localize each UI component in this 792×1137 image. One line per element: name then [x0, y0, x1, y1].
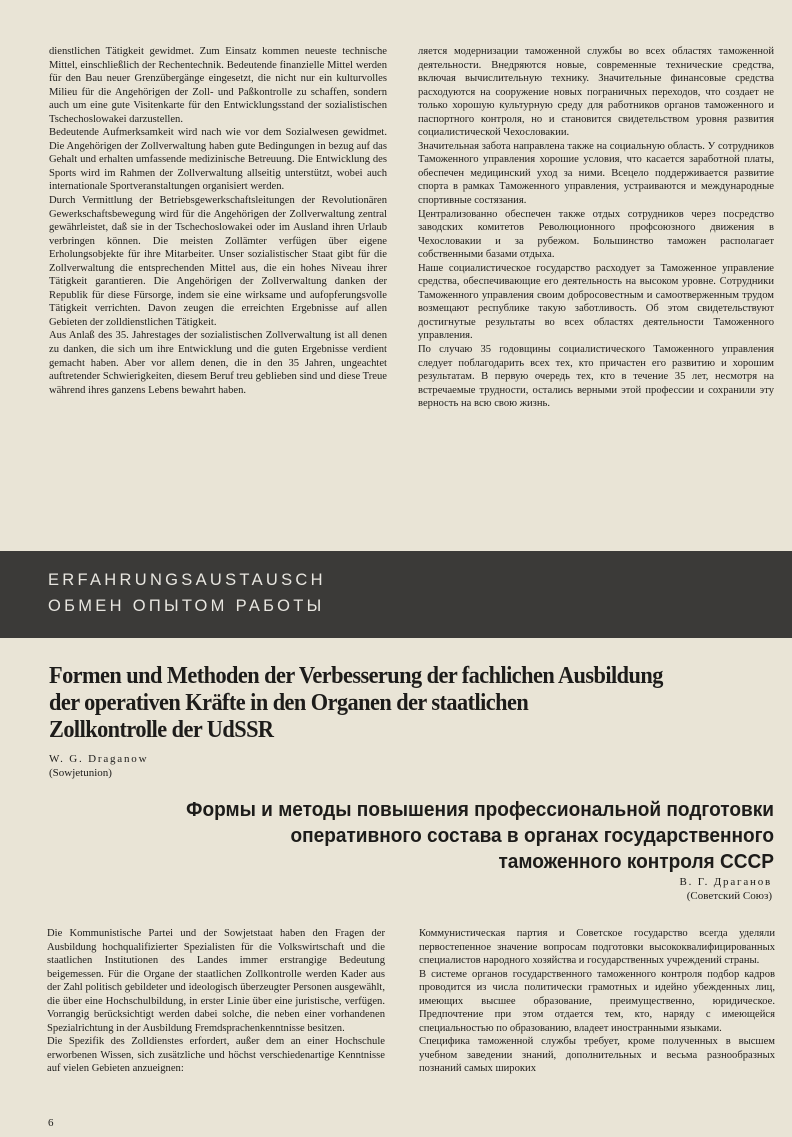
- title-line: таможенного контроля СССР: [498, 850, 774, 873]
- paragraph: Die Spezifik des Zolldienstes erfordert, außer dem an einer Hochschule erworbenen Wissen, sich zusätzliche und höchst verschiedenartige Kenntnisse auf vielen Gebieten anzueignen:: [47, 1036, 385, 1075]
- paragraph: Коммунистическая партия и Советское государство всегда уделяли первостепенное значение вопросам подготовки высококвалифицированных специалистов народного хозяйства и государственных учреждений страны.: [419, 928, 775, 967]
- top-left-column: [49, 45, 387, 397]
- paragraph: Bedeutende Aufmerksamkeit wird nach wie vor dem Sozialwesen gewidmet. Die Angehörigen der Zollverwaltung haben gute Bedingungen in bezug auf das Gehalt und erhalten umfassende medizinische Betreuung. Die Entwicklung des Sports wird im Rahmen der Zollverwaltung allseitig unterstützt, wobei auch internationale Sportveranstaltungen organisiert werden.: [49, 127, 387, 193]
- title-line: Zollkontrolle der UdSSR: [49, 716, 274, 743]
- paragraph: Централизованно обеспечен также отдых сотрудников через посредство заводских комитетов Революционного профсоюзного движения в Чехословакии и за рубежом. Большинство таможен располагает собственными базами отдыха.: [418, 208, 774, 261]
- article-title-german: [49, 662, 704, 743]
- paragraph: Специфика таможенной службы требует, кроме полученных в высшем учебном заведении знаний, дополнительных и весьма разнообразных познаний самых широких: [419, 1036, 775, 1075]
- paragraph: Значительная забота направлена также на социальную область. У сотрудников Таможенного управления хорошие условия, что касается заработной платы, обеспечен медицинский уход за ними. Всецело поддерживается развитие спорта в рамках Таможенного управления, устраиваются и международные спортивные состязания.: [418, 140, 774, 207]
- paragraph: Наше социалистическое государство расходует за Таможенное управление средства, обеспечивающие его деятельность на высоком уровне. Сотрудники Таможенного управления своим добросовестным и самоотверженным трудом возмещают республике такую заботливость. Об этом свидетельствуют достигнутые результаты во всех областях деятельности Таможенного управления.: [418, 262, 774, 342]
- author-german: [49, 753, 148, 780]
- article-title-russian: [82, 797, 774, 875]
- author-name: В. Г. Драганов: [679, 876, 772, 888]
- author-country: (Советский Союз): [686, 889, 772, 902]
- author-russian: [679, 876, 772, 903]
- author-name: W. G. Draganow: [49, 753, 149, 765]
- title-line: Формы и методы повышения профессиональной подготовки: [186, 798, 774, 821]
- author-country: (Sowjetunion): [49, 766, 112, 779]
- top-right-column: [418, 45, 774, 411]
- paragraph: Aus Anlaß des 35. Jahrestages der sozialistischen Zollverwaltung ist all denen zu danken, die sich um ihre Entwicklung und die guten Ergebnisse verdient gemacht haben. Aber vor allem denen, die in den 35 Jahren, ungeachtet auftretender Schwierigkeiten, diesem Beruf treu geblieben sind und diese Treue während ihres ganzens Lebens bewahrt haben.: [49, 330, 387, 396]
- paragraph: ляется модернизации таможенной службы во всех областях таможенной деятельности. Внедряются новые, современные технические средства, включая вычислительную технику. Значительные финансовые средства расходуются на сооружение новых пограничных переходов, что создает не только хорошую культурную среду для работников органов таможенного и паспортного контроля, но и становится свидетельством уровня развития социалистической Чехословакии.: [418, 46, 774, 139]
- banner-title-german: ERFAHRUNGSAUSTAUSCH: [48, 571, 326, 589]
- paragraph: По случаю 35 годовщины социалистического Таможенного управления следует поблагодарить всех тех, кто причастен его развитию и хорошим результатам. В первую очередь тех, кто в течение 35 лет, несмотря на встречаемые трудности, остались верными этой профессии и сохранили эту верность на всю свою жизнь.: [418, 344, 774, 410]
- title-line: der operativen Kräfte in den Organen der staatlichen: [49, 689, 529, 716]
- paragraph: dienstlichen Tätigkeit gewidmet. Zum Einsatz kommen neueste technische Mittel, einschließlich der Rechentechnik. Bedeutende finanzielle Mittel werden für den Bau neuer Grenzübergänge eingesetzt, die nicht nur ein kulturvolles Milieu für die Angehörigen der Zoll- und Paßkontrolle zu schaffen, sondern auch um eine gute Visitenkarte für den Entwicklungsstand der sozialistischen Tschechoslowakei darzustellen.: [49, 46, 387, 125]
- bottom-left-column: [47, 927, 385, 1076]
- title-line: Formen und Methoden der Verbesserung der fachlichen Ausbildung: [49, 662, 663, 689]
- title-line: оперативного состава в органах государственного: [290, 824, 774, 847]
- paragraph: Durch Vermittlung der Betriebsgewerkschaftsleitungen der Revolutionären Gewerkschaftsbewegung wird für die Angehörigen der Zollverwaltung zentral gewährleistet, daß sie in der Tschechoslowakei oder im Ausland ihren Urlaub verbringen können. Die meisten Zollämter verfügen über eigene Erholungsobjekte für ihre Mitarbeiter. Unser sozialistischer Staat gibt für die Zollverwaltung die entsprechenden Mittel aus, die ein hohes Niveau ihrer Tätigkeit garantieren. Die Angehörigen der Zollverwaltung danken der Republik für diese Fürsorge, indem sie eine wirksame und aufopferungsvolle Tätigkeit verrichten. Davon zeugen die erreichten Ergebnisse auf allen Gebieten der zolldienstlichen Tätigkeit.: [49, 195, 387, 328]
- page-number: 6: [48, 1117, 54, 1129]
- banner-title-russian: ОБМЕН ОПЫТОМ РАБОТЫ: [48, 597, 325, 615]
- bottom-right-column: [419, 927, 775, 1076]
- paragraph: В системе органов государственного таможенного контроля подбор кадров проводится из числа политически грамотных и идейно убежденных лиц, имеющих высшее образование, преимущественно, юридическое. Предпочтение при этом отдается тем, кто, наряду с имеющейся специальностью по образованию, владеет иностранными языками.: [419, 968, 775, 1034]
- section-banner: [0, 551, 792, 638]
- paragraph: Die Kommunistische Partei und der Sowjetstaat haben den Fragen der Ausbildung hochqualifizierter Spezialisten für die Volkswirtschaft und die staatlichen Institutionen des Landes immer erstrangige Bedeutung beigemessen. Für die Organe der staatlichen Zollkontrolle werden Kader aus der Zahl politisch gebildeter und ideologisch überzeugter Personen ausgewählt, die über eine Hochschulbildung, in erster Linie über eine juristische, verfügen. Vorrangig berücksichtigt werden dabei solche, die neben einer vorhandenen Spezialrichtung in der Ausbildung Fremdsprachenkenntnisse besitzen.: [47, 928, 385, 1034]
